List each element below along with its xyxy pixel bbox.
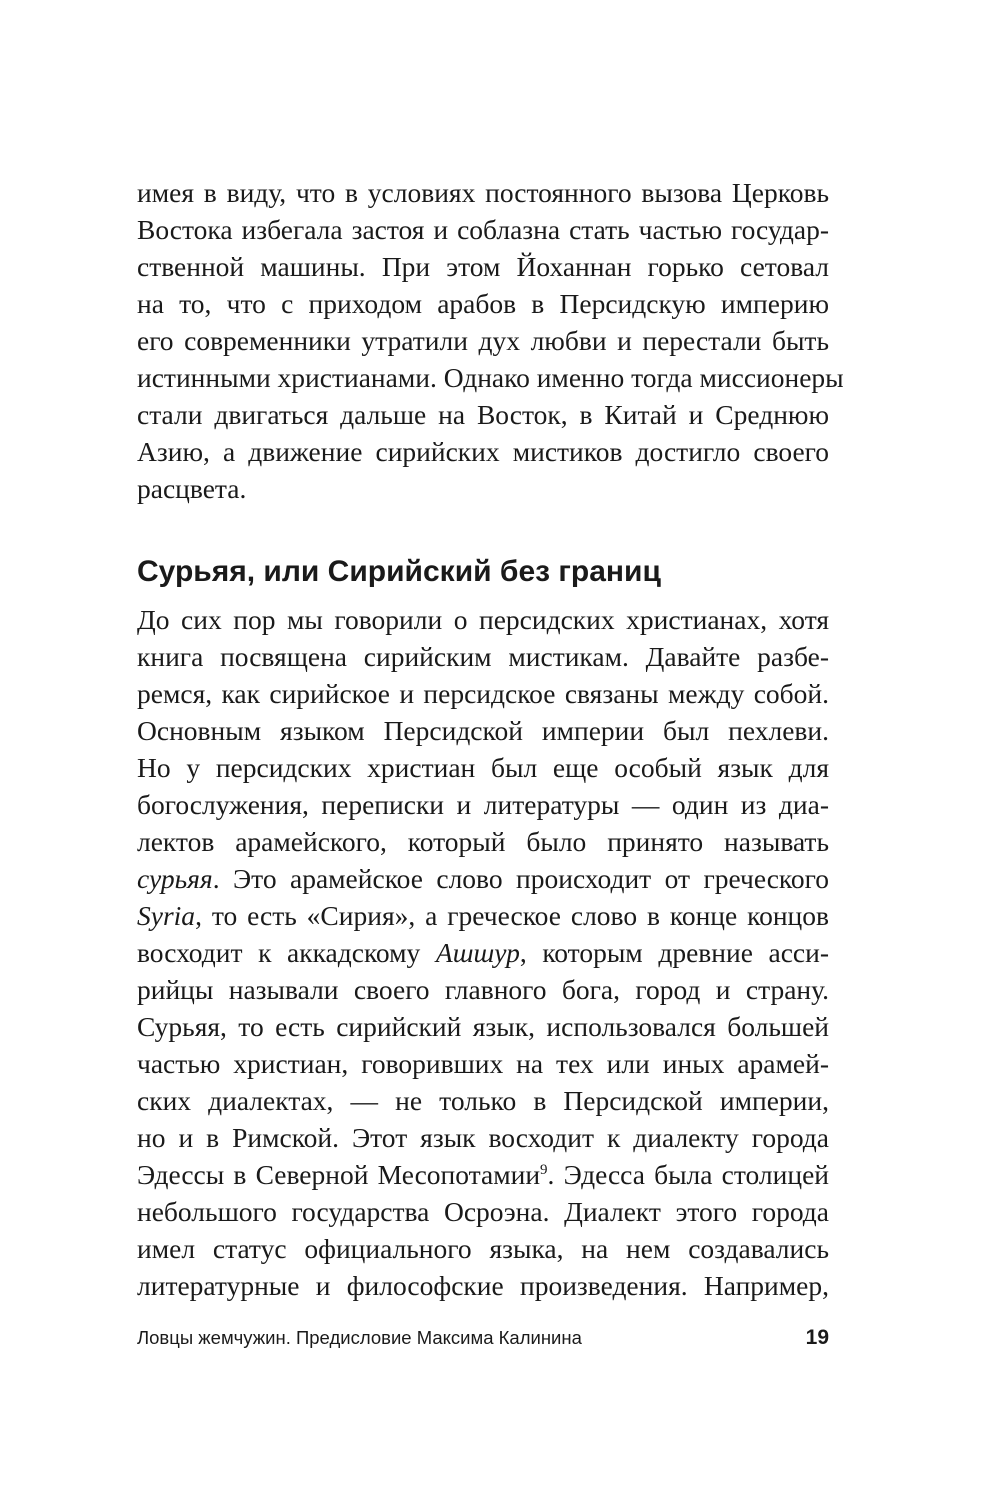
text-line: ских диалектах, — не только в Персидской империи, <box>137 1085 829 1116</box>
text-line: Востока избегала застоя и соблазна стать частью государ- <box>137 214 829 245</box>
italic-term-syria: Syria <box>137 900 196 931</box>
text-line: на то, что с приходом арабов в Персидскую империю <box>137 288 829 319</box>
text-fragment: восходит к аккадскому <box>137 937 436 968</box>
text-line-with-italic <box>137 860 829 897</box>
text-line: богослужения, переписки и литературы — один из диа- <box>137 789 829 820</box>
text-line: стали двигаться дальше на Восток, в Китай и Среднюю <box>137 399 829 430</box>
text-line: расцвета. <box>137 473 247 504</box>
footnote-reference[interactable]: 9 <box>540 1161 548 1178</box>
text-line: ремся, как сирийское и персидское связаны между собой. <box>137 678 829 709</box>
page-footer <box>137 1322 829 1354</box>
paragraph-main <box>137 601 829 1304</box>
text-line: имея в виду, что в условиях постоянного вызова Церковь <box>137 177 829 208</box>
text-line: имел статус официального языка, на нем создавались <box>137 1233 829 1264</box>
text-line: Азию, а движение сирийских мистиков достигло своего <box>137 436 829 467</box>
text-line: но и в Римской. Этот язык восходит к диалекту города <box>137 1122 829 1153</box>
text-line: ственной машины. При этом Йоханнан горько сетовал <box>137 251 829 282</box>
text-line-with-footnote <box>137 1156 829 1193</box>
text-line: литературные и философские произведения. Например, <box>137 1270 829 1301</box>
text-line-with-italic <box>137 934 829 971</box>
italic-term-ashur: Ашшур <box>435 937 520 968</box>
section-heading: Сурьяя, или Сирийский без границ <box>137 555 661 588</box>
paragraph-continued <box>137 174 844 507</box>
text-line: его современники утратили дух любви и перестали быть <box>137 325 829 356</box>
text-line: Но у персидских христиан был еще особый язык для <box>137 752 829 783</box>
text-line: Сурьяя, то есть сирийский язык, использовался большей <box>137 1011 829 1042</box>
text-line: истинными христианами. Однако именно тогда миссионеры <box>137 362 844 393</box>
text-line: книга посвящена сирийским мистикам. Давайте разбе- <box>137 641 829 672</box>
italic-term-suryaya: сурьяя <box>137 863 213 894</box>
text-line: лектов арамейского, который было принято называть <box>137 826 829 857</box>
page-number: 19 <box>805 1326 829 1349</box>
text-line: Основным языком Персидской империи был пехлеви. <box>137 715 829 746</box>
text-line: рийцы называли своего главного бога, город и страну. <box>137 974 829 1005</box>
text-line: До сих пор мы говорили о персидских христианах, хотя <box>137 604 829 635</box>
text-line: частью христиан, говоривших на тех или иных арамей- <box>137 1048 829 1079</box>
text-fragment: , то есть «Сирия», а греческое слово в конце концов <box>195 900 829 931</box>
text-fragment: Эдессы в Северной Месопотамии <box>137 1159 541 1190</box>
text-line: небольшого государства Осроэна. Диалект этого города <box>137 1196 829 1227</box>
running-title: Ловцы жемчужин. Предисловие Максима Калинина <box>137 1327 582 1348</box>
text-line-with-italic <box>137 897 829 934</box>
text-fragment: . Эдесса была столицей <box>547 1159 829 1190</box>
text-fragment: . Это арамейское слово происходит от греческого <box>212 863 829 894</box>
text-fragment: , которым древние асси- <box>519 937 829 968</box>
